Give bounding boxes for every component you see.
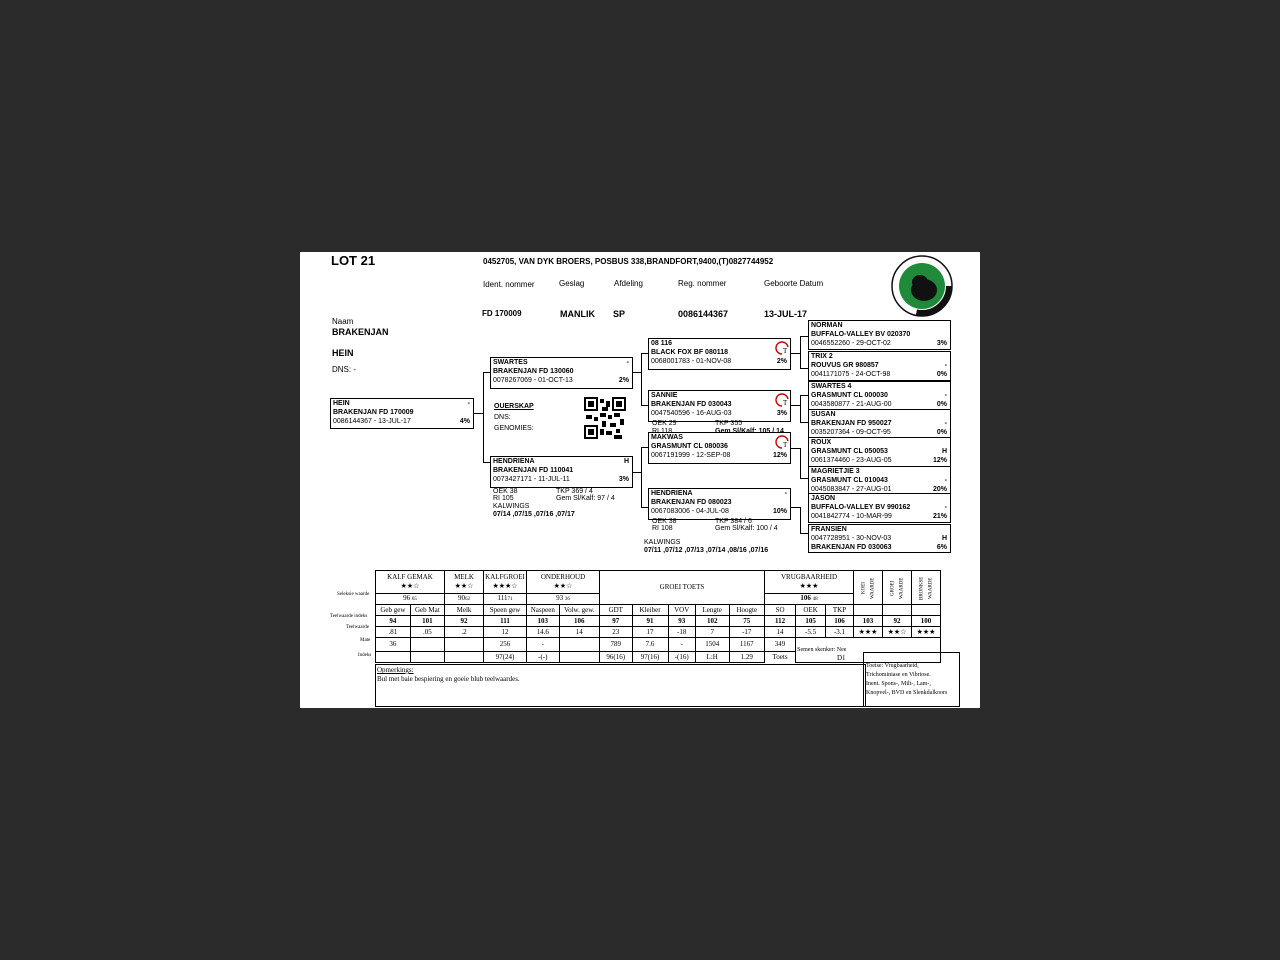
mate-cell: 7.6	[632, 638, 668, 652]
mate-cell	[410, 638, 444, 652]
gen2-2-oek: OEK 29	[652, 420, 677, 427]
tw-cell: 7	[695, 627, 729, 638]
gen3-1-name: NORMAN	[811, 322, 843, 329]
semen-skenker: Semen skenker: Nee	[796, 638, 941, 663]
sel-vrug: 106	[800, 594, 811, 602]
gen2-2-name: SANNIE	[651, 392, 678, 399]
col-geb-gew: Geb gew	[376, 605, 411, 616]
row-label-mate: Mate	[360, 638, 371, 643]
col-so: SO	[765, 605, 796, 616]
gen2-box-2	[648, 390, 791, 422]
dam-kalwings: 07/14 ,07/15 ,07/16 ,07/17	[493, 511, 575, 518]
gen3-4-id: 0035207364 - 09-OCT-95	[811, 429, 891, 436]
tw-cell: 23	[600, 627, 633, 638]
owner-line: 0452705, VAN DYK BROERS, POSBUS 338,BRANDFORT,9400,(T)0827744952	[483, 257, 774, 266]
gen3-1-pct: 3%	[936, 340, 947, 347]
ti-cell: 111	[484, 616, 527, 627]
ti-cell: 92	[883, 616, 912, 627]
gt-badge-icon	[775, 393, 789, 407]
reg-value: 0086144367	[678, 309, 729, 319]
dam-reg: BRAKENJAN FD 110041	[493, 467, 574, 474]
gen3-8-flag: H	[941, 535, 947, 542]
tw-cell: ★★★	[854, 627, 883, 638]
gen3-6-pct: 20%	[932, 486, 947, 493]
perf-header-row	[376, 605, 941, 616]
mate-cell: 349	[765, 638, 796, 652]
perf-ti-row	[376, 616, 941, 627]
mate-cell: 256	[484, 638, 527, 652]
gen3-7-pct: 21%	[932, 513, 947, 520]
col-kleiber: Kleiber	[632, 605, 668, 616]
gen3-4-flag: -	[944, 420, 947, 427]
gen2-3-name: MAKWAS	[651, 434, 683, 441]
dam-gem: Gem Sl/Kalf: 97 / 4	[556, 495, 615, 502]
gen2-4-pct: 10%	[772, 508, 787, 515]
gen3-7-name: JASON	[811, 495, 836, 502]
indeks-cell: 96(16)	[600, 652, 633, 663]
self-name: HEIN	[333, 400, 350, 407]
col-ident-label: Ident. nommer	[483, 280, 535, 289]
sel-kalf-s: 65	[411, 597, 417, 602]
ti-cell: 112	[765, 616, 796, 627]
gen2-2-tkp: TKP 355	[715, 420, 743, 427]
toets-label: Toets	[772, 652, 788, 661]
gen3-8-reg: BRAKENJAN FD 030063	[811, 544, 892, 551]
gen3-7-reg: BUFFALO-VALLEY BV 990162	[811, 504, 911, 511]
tw-cell: -5.5	[796, 627, 826, 638]
gen3-box-2	[808, 351, 951, 381]
stars-kalf: ★★☆	[400, 582, 420, 590]
gen3-box-7	[808, 493, 951, 523]
gen3-4-reg: BRAKENJAN FD 950027	[811, 420, 892, 427]
gen2-box-3	[648, 432, 791, 464]
gen2-4-oek: OEK 38	[652, 518, 677, 525]
indeks-cell	[376, 652, 411, 663]
self-id: 0086144367 - 13-JUL-17	[333, 418, 411, 425]
stars-melk: ★★☆	[454, 582, 474, 590]
gen3-3-name: SWARTES 4	[811, 383, 852, 390]
toetse-line: Trichominiase en Vibriose.	[866, 672, 931, 678]
col-geslag-label: Geslag	[559, 279, 585, 288]
gen3-1-id: 0046552260 - 29-OCT-02	[811, 340, 891, 347]
gen3-box-8	[808, 524, 951, 553]
gen2-2-id: 0047540596 - 16-AUG-03	[651, 410, 732, 417]
animal-prefix: BRAKENJAN	[332, 327, 389, 337]
gen3-box-3	[808, 381, 951, 411]
self-box	[330, 398, 474, 429]
mate-cell: -	[527, 638, 560, 652]
gen3-4-name: SUSAN	[811, 411, 836, 418]
tw-cell: .05	[410, 627, 444, 638]
indeks-cell: -(-)	[527, 652, 560, 663]
sel-kalf: 96	[403, 594, 411, 602]
pedigree-document	[300, 252, 980, 708]
tw-cell: 12	[484, 627, 527, 638]
gen2-box-4	[648, 488, 791, 520]
gen3-6-id: 0045083847 - 27-AUG-01	[811, 486, 892, 493]
svg-text:T: T	[783, 441, 788, 449]
dam-kalwings-label: KALWINGS	[493, 503, 530, 510]
gen3-3-reg: GRASMUNT CL 000030	[811, 392, 888, 399]
gen2-1-name: 08 116	[651, 340, 673, 347]
svg-text:T: T	[783, 347, 788, 355]
seleksie-label: Seleksie waarde	[337, 592, 370, 597]
self-reg: BRAKENJAN FD 170009	[333, 409, 414, 416]
sel-onderhoud: 93	[556, 594, 564, 602]
animal-name: HEIN	[332, 348, 354, 358]
mate-cell: 36	[376, 638, 411, 652]
col-reg-label: Reg. nommer	[678, 279, 727, 288]
gen2-3-reg: GRASMUNT CL 080036	[651, 443, 728, 450]
gen2-2-reg: BRAKENJAN FD 030043	[651, 401, 732, 408]
col-hoogte: Hoogte	[729, 605, 764, 616]
gen3-2-pct: 0%	[936, 371, 947, 378]
sire-reg: BRAKENJAN FD 130060	[493, 368, 574, 375]
ti-cell: 94	[376, 616, 411, 627]
col-melk: Melk	[445, 605, 484, 616]
indeks-cell: 97(16)	[632, 652, 668, 663]
gen3-5-reg: GRASMUNT CL 050053	[811, 448, 888, 455]
mate-cell: -	[668, 638, 695, 652]
group-kalfgroei: KALFGROEI	[485, 573, 525, 581]
gen3-2-flag: -	[944, 362, 947, 369]
gen2-1-id: 0068001783 - 01-NOV-08	[651, 358, 732, 365]
gen2-box-1	[648, 338, 791, 370]
sel-melk: 90	[458, 594, 465, 602]
sire-name: SWARTES	[493, 359, 528, 366]
ouerskap-genomies: GENOMIES:	[494, 425, 534, 432]
ti-cell: 75	[729, 616, 764, 627]
indeks-cell	[559, 652, 599, 663]
col-naspeen: Naspeen	[527, 605, 560, 616]
dam-id: 0073427171 - 11-JUL-11	[493, 476, 570, 483]
indeks-cell	[445, 652, 484, 663]
indeks-cell: -(16)	[668, 652, 695, 663]
col-geb-mat: Geb Mat	[410, 605, 444, 616]
gen2-2-pct: 3%	[776, 410, 787, 417]
ti-cell: 102	[695, 616, 729, 627]
opmerkings-label: Opmerkings:	[377, 666, 414, 674]
perf-mate-row	[376, 638, 941, 652]
ti-cell: 101	[410, 616, 444, 627]
tw-cell: 14	[765, 627, 796, 638]
gen2-4-name: HENDRIENA	[651, 490, 693, 497]
gen3-1-reg: BUFFALO-VALLEY BV 020370	[811, 331, 911, 338]
indeks-cell	[410, 652, 444, 663]
gt-badge-icon	[775, 341, 789, 355]
gen3-box-5	[808, 437, 951, 467]
row-label-indeks: Indeks	[358, 653, 372, 658]
mate-cell: 1504	[695, 638, 729, 652]
gen2-1-pct: 2%	[776, 358, 787, 365]
col-vov: VOV	[668, 605, 695, 616]
tw-cell: 17	[632, 627, 668, 638]
ident-value: FD 170009	[482, 309, 522, 318]
ti-cell: 103	[854, 616, 883, 627]
ti-cell: 105	[796, 616, 826, 627]
sel-kalfgroei-s: 71	[507, 597, 513, 602]
sire-id: 0078267069 - 01-OCT-13	[493, 377, 573, 384]
dam-tkp: TKP 369 / 4	[556, 488, 593, 495]
gen3-5-flag: H	[941, 448, 947, 455]
self-flag: -	[467, 400, 470, 407]
col-gdt: GDT	[600, 605, 633, 616]
opmerkings-text: Bul met baie bespiering en goeie blub teelwaardes.	[377, 675, 520, 683]
mate-cell	[559, 638, 599, 652]
mate-cell: 1167	[729, 638, 764, 652]
row-label-ti: Teelwaarde indeks	[330, 614, 368, 619]
tw-cell: 14	[559, 627, 599, 638]
gen3-8-id: 0047728951 - 30-NOV-03	[811, 535, 892, 542]
sel-onderhoud-s: 36	[564, 597, 570, 602]
gen2-4-flag: -	[784, 490, 787, 497]
drakensberger-logo	[890, 254, 954, 318]
col-tkp: TKP	[826, 605, 854, 616]
gen3-8-name: FRANSIEN	[811, 526, 847, 533]
ti-cell: 92	[445, 616, 484, 627]
gen3-6-reg: GRASMUNT CL 010043	[811, 477, 888, 484]
afdeling-value: SP	[613, 309, 626, 319]
perf-group-row	[376, 571, 941, 594]
gen3-3-flag: -	[944, 392, 947, 399]
self-pct: 4%	[459, 418, 470, 425]
gen2-4-ri: RI 108	[652, 525, 673, 532]
gen3-2-name: TRIX 2	[811, 353, 833, 360]
gen2-1-reg: BLACK FOX BF 080118	[651, 349, 729, 356]
gen2-kalwings: 07/11 ,07/12 ,07/13 ,07/14 ,08/16 ,07/16	[644, 547, 769, 554]
svg-text:T: T	[783, 399, 788, 407]
col-lengte: Lengte	[695, 605, 729, 616]
gen3-3-pct: 0%	[936, 401, 947, 408]
gen3-7-id: 0041842774 - 10-MAR-99	[811, 513, 892, 520]
gen3-6-flag: -	[944, 477, 947, 484]
perf-tw-row	[376, 627, 941, 638]
row-label-tw: Teelwaarde	[346, 625, 369, 630]
sire-box	[490, 357, 633, 389]
gen3-7-flag: -	[944, 504, 947, 511]
gen3-2-id: 0041171075 - 24-OCT-98	[811, 371, 891, 378]
sel-kalfgroei: 111	[497, 594, 508, 602]
ti-cell: 103	[527, 616, 560, 627]
group-groei-w: GROEI WAARDE	[883, 571, 912, 605]
sire-pct: 2%	[618, 377, 629, 384]
gen3-box-6	[808, 466, 951, 496]
ti-cell: 106	[559, 616, 599, 627]
toetse-line: Toetse: Vrugbaarheid,	[866, 663, 919, 669]
tw-cell: 14.6	[527, 627, 560, 638]
gen2-3-pct: 12%	[772, 452, 787, 459]
group-melk: MELK	[454, 573, 474, 581]
gen3-5-name: ROUX	[811, 439, 832, 446]
animal-dns: DNS: -	[332, 365, 356, 374]
group-groei: GROEI TOETS	[600, 571, 765, 605]
dam-flag: H	[623, 458, 629, 465]
mate-cell	[445, 638, 484, 652]
sel-vrug-s: 48	[812, 597, 818, 602]
group-koei: KOEI WAARDE	[854, 571, 883, 605]
geslag-value: MANLIK	[560, 309, 595, 319]
gen3-5-id: 0061374460 - 23-AUG-05	[811, 457, 892, 464]
ti-cell: 97	[600, 616, 633, 627]
ti-cell: 106	[826, 616, 854, 627]
lot-number: LOT 21	[331, 253, 376, 268]
geboorte-value: 13-JUL-17	[764, 309, 808, 319]
dam-ri: RI 105	[493, 495, 514, 502]
toetse-text	[866, 662, 947, 698]
gen3-box-4	[808, 409, 951, 439]
opmerkings-box	[375, 664, 866, 707]
ouerskap-title: OUERSKAP	[494, 403, 534, 410]
stars-vrug: ★★★	[799, 582, 819, 590]
gen3-5-pct: 12%	[932, 457, 947, 464]
gen2-4-gem: Gem Sl/Kalf: 100 / 4	[715, 525, 778, 532]
stars-onderhoud: ★★☆	[553, 582, 573, 590]
ti-cell: 100	[912, 616, 941, 627]
gen3-box-1	[808, 320, 951, 350]
group-kalf: KALF GEMAK	[387, 573, 433, 581]
ti-cell: 91	[632, 616, 668, 627]
gen3-8-pct: 6%	[936, 544, 947, 551]
sel-melk-s: 62	[465, 597, 470, 602]
dam-pct: 3%	[618, 476, 629, 483]
col-speen-gew: Speen gew	[484, 605, 527, 616]
col-geboorte-label: Geboorte Datum	[764, 279, 824, 288]
gen3-3-id: 0043580877 - 21-AUG-00	[811, 401, 892, 408]
tw-cell: ★★☆	[883, 627, 912, 638]
group-bronkse: BRONKSE WAARDE	[912, 571, 941, 605]
qr-code-icon	[584, 397, 626, 439]
gen3-2-reg: ROUVUS GR 980857	[811, 362, 879, 369]
performance-table	[375, 570, 941, 663]
toetse-line: Inent. Spons-, Milt-, Lam-,	[866, 681, 931, 687]
gen2-4-id: 0067083006 - 04-JUL-08	[651, 508, 729, 515]
tw-cell: .81	[376, 627, 411, 638]
col-volw-gew: Volw. gew.	[559, 605, 599, 616]
indeks-cell: 97(24)	[484, 652, 527, 663]
gen3-6-name: MAGRIETJIE 3	[811, 468, 860, 475]
ti-cell: 93	[668, 616, 695, 627]
gen3-4-pct: 0%	[936, 429, 947, 436]
dam-name: HENDRIENA	[493, 458, 535, 465]
indeks-cell: L:H	[695, 652, 729, 663]
dam-oek: OEK 38	[493, 488, 518, 495]
toetse-line: Knopvel-, BVD en Slenkdalkoors	[866, 690, 948, 696]
stars-kalfgroei: ★★★☆	[492, 582, 518, 590]
sire-flag: -	[626, 359, 629, 366]
ouerskap-dns: DNS:	[494, 414, 511, 421]
tw-cell: ★★★	[912, 627, 941, 638]
gen2-3-id: 0067191999 - 12-SEP-08	[651, 452, 731, 459]
group-onderhoud: ONDERHOUD	[540, 573, 586, 581]
gt-badge-icon	[775, 435, 789, 449]
tw-cell: .2	[445, 627, 484, 638]
tw-cell: -3.1	[826, 627, 854, 638]
indeks-cell: 1.29	[729, 652, 764, 663]
gen2-4-reg: BRAKENJAN FD 080023	[651, 499, 732, 506]
col-oek: OEK	[796, 605, 826, 616]
tw-cell: -17	[729, 627, 764, 638]
group-vrug: VRUGBAARHEID	[781, 573, 837, 581]
tw-cell: -18	[668, 627, 695, 638]
col-afdeling-label: Afdeling	[614, 279, 643, 288]
naam-label: Naam	[332, 317, 354, 326]
gen2-kalwings-label: KALWINGS	[644, 539, 681, 546]
d1-value: D1	[837, 654, 846, 662]
mate-cell: 789	[600, 638, 633, 652]
gen2-4-tkp: TKP 384 / 6	[715, 518, 752, 525]
dam-box	[490, 456, 633, 488]
